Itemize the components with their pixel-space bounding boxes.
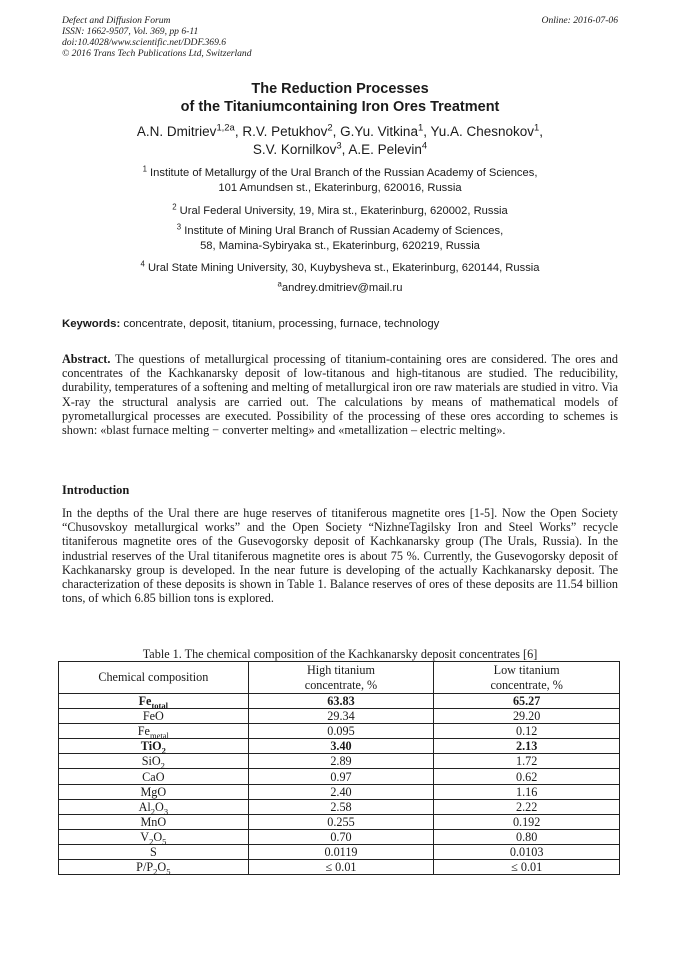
online-date: Online: 2016-07-06 <box>541 15 618 26</box>
composition-cell <box>59 724 249 739</box>
abstract <box>62 352 618 437</box>
table-row <box>59 694 620 709</box>
composition-cell <box>59 739 249 754</box>
table-caption: Table 1. The chemical composition of the Kachkanarsky deposit concentrates [6] <box>142 647 538 661</box>
high-titanium-value: 0.255 <box>248 814 434 829</box>
author-affiliation-mark: 2 <box>327 122 333 134</box>
author-name: Yu.A. Chesnokov <box>430 124 535 139</box>
formula-base: Fe <box>137 724 150 739</box>
table-row <box>59 724 620 739</box>
formula-base: CaO <box>142 769 165 784</box>
low-titanium-value: 65.27 <box>434 694 620 709</box>
table-row <box>59 799 620 814</box>
corresponding-email <box>62 281 618 296</box>
author-affiliation-mark: 1 <box>534 122 540 134</box>
table-row <box>59 769 620 784</box>
affiliation-3 <box>62 224 618 254</box>
composition-cell <box>59 860 249 875</box>
header-line: High titanium <box>306 662 375 677</box>
high-titanium-value: 0.0119 <box>248 844 434 859</box>
header-line: concentrate, % <box>490 677 563 692</box>
author-name: S.V. Kornilkov <box>252 142 337 157</box>
author-name: G.Yu. Vitkina <box>340 124 418 139</box>
high-titanium-value: 0.095 <box>248 724 434 739</box>
author-list: A.N. Dmitriev$^{1,2a}$, R.V. Petukhov$^2$, G.Yu. Vitkina$^1$, Yu.A. Chesnokov$^1$, S.V. Kornilkov$^3$, A.E. Pelevin$^4$ <box>136 122 544 157</box>
author-affiliation-mark: 1 <box>417 122 424 134</box>
low-titanium-value: 29.20 <box>434 709 620 724</box>
formula-subscript: 5 <box>166 866 171 877</box>
table-row <box>59 784 620 799</box>
low-titanium-value: 0.80 <box>434 829 620 844</box>
paper-title-line-1: The Reduction Processes <box>251 81 429 97</box>
author-name: R.V. Petukhov <box>242 124 328 139</box>
affiliation-line: 101 Amundsen st., Ekaterinburg, 620016, Russia <box>218 182 462 194</box>
formula-base: MnO <box>140 814 167 829</box>
author-name: A.E. Pelevin <box>348 142 422 157</box>
formula-base: Fe <box>138 694 152 709</box>
author-affiliation-mark: 3 <box>336 140 342 152</box>
abstract-text: The questions of metallurgical processing of titanium-containing ores are considered. The ores and concentrates of the Kachkanarsky deposit of low-titanous and high-titanous are studied. The reducibility, durability, temperatures of a softening and melting of metallurgical iron ore raw materials are studied in vitro. Via X-ray the structural analysis are carried out. The calculations by means of mathematical models of pyrometallurgical processes are executed. Possibility of the processing of these ores according to schemes is shown: «blast furnace melting − converter melting» and «metallization – electric melting». <box>62 352 618 438</box>
formula-subscript: 2 <box>161 745 166 756</box>
paper-title-line-2: of the Titaniumcontaining Iron Ores Treatment <box>180 99 500 115</box>
journal-issn: ISSN: 1662-9507, Vol. 369, pp 6-11 <box>62 26 199 37</box>
composition-cell <box>59 829 249 847</box>
table-row <box>59 860 620 875</box>
low-titanium-value: 0.12 <box>434 724 620 739</box>
column-header-composition: Chemical composition <box>59 662 249 694</box>
high-titanium-value: 0.97 <box>248 769 434 784</box>
low-titanium-value: ≤ 0.01 <box>434 860 620 875</box>
composition-cell <box>59 844 249 859</box>
high-titanium-value: 2.58 <box>248 799 434 814</box>
table-body <box>59 694 620 875</box>
email-mark: a <box>277 279 282 289</box>
paper-title <box>62 80 618 116</box>
keywords <box>62 317 618 331</box>
journal-header <box>62 15 618 59</box>
high-titanium-value: 63.83 <box>248 694 434 709</box>
table-row <box>59 754 620 769</box>
composition-cell <box>59 694 249 709</box>
formula-subscript: 3 <box>163 806 169 817</box>
high-titanium-value: 3.40 <box>248 739 434 754</box>
abstract-label: Abstract. <box>62 352 111 366</box>
formula-base: SiO <box>141 754 161 769</box>
high-titanium-value: 2.40 <box>248 784 434 799</box>
formula-base: V <box>140 829 150 844</box>
formula-subscript: 2 <box>160 760 165 771</box>
affiliation-number: 1 <box>142 164 147 174</box>
composition-cell <box>59 814 249 829</box>
keywords-text: concentrate, deposit, titanium, processing, furnace, technology <box>123 318 440 330</box>
formula-base: Al <box>138 799 151 814</box>
high-titanium-value: 0.70 <box>248 829 434 844</box>
formula-base: FeO <box>142 709 164 724</box>
composition-cell <box>59 709 249 724</box>
high-titanium-value: 29.34 <box>248 709 434 724</box>
table-row <box>59 739 620 754</box>
affiliation-4 <box>62 261 618 276</box>
keywords-label: Keywords: <box>62 318 121 330</box>
affiliation-number: 3 <box>176 222 182 232</box>
introduction-text: In the depths of the Ural there are huge reserves of titaniferous magnetite ores [1-5]. Now the Open Society “Chusovskoy metallurgical works” and the Open Society “NizhneTagilsky Iron and Steel Works” recycle titaniferous magnetite ores of the Gusevogorsky deposit of Kachkanarsky group (The Urals, Russia). In the industrial reserves of the Ural titaniferous magnetite ores is about 75 %. Currently, the Gusevogorsky deposit of Kachkanarsky group is developed. In the near future is developing of the actually Kachkanarsky deposit. The characterization of these deposits is shown in Table 1. Balance reserves of ores of these deposits are 11.54 billion tons, of which 6.85 billion tons is explored. <box>62 506 618 606</box>
low-titanium-value: 1.72 <box>434 754 620 769</box>
formula-subscript: 2 <box>153 866 158 877</box>
table-row <box>59 709 620 724</box>
formula-subscript: 2 <box>149 836 154 847</box>
formula-subscript: total <box>151 700 169 711</box>
table-row <box>59 844 620 859</box>
formula-base: TiO <box>140 739 162 754</box>
low-titanium-value: 2.13 <box>434 739 620 754</box>
composition-table <box>58 661 620 875</box>
low-titanium-value: 2.22 <box>434 799 620 814</box>
formula-part: O <box>155 799 164 814</box>
formula-base: P/P <box>136 860 154 875</box>
formula-base: MgO <box>140 784 167 799</box>
composition-cell <box>59 769 249 784</box>
table-row <box>59 829 620 844</box>
table-header-row <box>59 662 620 694</box>
formula-base: S <box>149 844 157 859</box>
formula-part: O <box>153 829 163 844</box>
journal-copyright: © 2016 Trans Tech Publications Ltd, Switzerland <box>62 48 252 59</box>
author-name: A.N. Dmitriev <box>136 124 217 139</box>
journal-name: Defect and Diffusion Forum <box>62 15 171 26</box>
introduction-heading: Introduction <box>62 483 130 497</box>
affiliation-line: 58, Mamina-Sybiryaka st., Ekaterinburg, 620219, Russia <box>200 240 480 252</box>
affiliation-2 <box>62 204 618 219</box>
affiliation-1 <box>62 166 618 196</box>
low-titanium-value: 1.16 <box>434 784 620 799</box>
affiliation-line: Institute of Mining Ural Branch of Russian Academy of Sciences, <box>184 225 504 237</box>
journal-doi: doi:10.4028/www.scientific.net/DDF.369.6 <box>62 37 227 48</box>
formula-part: O <box>157 860 167 875</box>
composition-cell <box>59 754 249 769</box>
affiliation-line: Ural State Mining University, 30, Kuybysheva st., Ekaterinburg, 620144, Russia <box>147 262 540 274</box>
affiliation-line: Institute of Metallurgy of the Ural Branch of the Russian Academy of Sciences, <box>150 167 538 179</box>
column-header-high-titanium <box>248 662 434 694</box>
low-titanium-value: 0.62 <box>434 769 620 784</box>
header-line: Low titanium <box>493 662 560 677</box>
affiliation-line: Ural Federal University, 19, Mira st., Ekaterinburg, 620002, Russia <box>179 205 508 217</box>
formula-subscript: 2 <box>150 806 156 817</box>
author-affiliation-mark: 4 <box>421 140 428 152</box>
high-titanium-value: 2.89 <box>248 754 434 769</box>
low-titanium-value: 0.0103 <box>434 844 620 859</box>
composition-cell <box>59 784 249 799</box>
affiliation-number: 4 <box>140 259 145 269</box>
formula-subscript: 5 <box>162 836 167 847</box>
email-address: andrey.dmitriev@mail.ru <box>281 282 403 294</box>
high-titanium-value: ≤ 0.01 <box>248 860 434 875</box>
formula-subscript: metal <box>149 730 169 741</box>
column-header-low-titanium <box>434 662 620 694</box>
table-row <box>59 814 620 829</box>
low-titanium-value: 0.192 <box>434 814 620 829</box>
header-line: concentrate, % <box>304 677 378 692</box>
affiliation-number: 2 <box>172 202 177 212</box>
author-affiliation-mark: 1,2a <box>216 122 235 134</box>
composition-cell <box>59 799 249 817</box>
